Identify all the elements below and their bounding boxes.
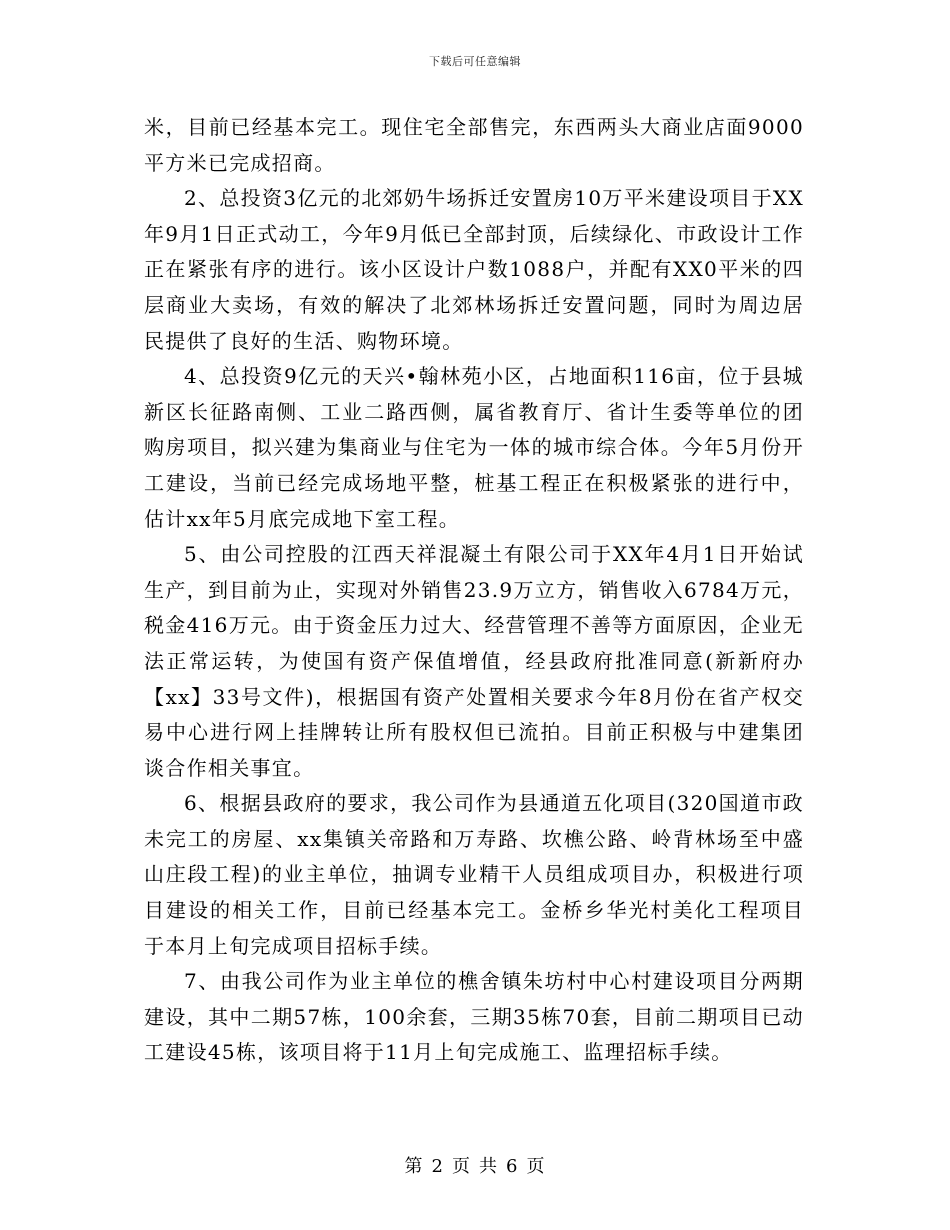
document-body	[144, 110, 804, 1071]
footer-total-label: 共	[479, 1156, 498, 1177]
paragraph-0: 米，目前已经基本完工。现住宅全部售完，东西两头大商业店面9000平方米已完成招商。	[144, 115, 804, 175]
footer-total-pages: 6	[506, 1156, 519, 1177]
paragraph-4: 6、根据县政府的要求，我公司作为县通道五化项目(320国道市政未完工的房屋、xx集镇关帝路和万寿路、坎樵公路、岭背林场至中盛山庄段工程)的业主单位，抽调专业精干人员组成项目办，积极进行项目建设的相关工作，目前已经基本完工。金桥乡华光村美化工程项目于本月上旬完成项目招标手续。	[144, 791, 804, 958]
footer-current-page: 2	[431, 1156, 444, 1177]
paragraph-3: 5、由公司控股的江西天祥混凝土有限公司于XX年4月1日开始试生产，到目前为止，实现对外销售23.9万立方，销售收入6784万元，税金416万元。由于资金压力过大、经营管理不善等方面原因，企业无法正常运转，为使国有资产保值增值，经县政府批准同意(新新府办【xx】33号文件)，根据国有资产处置相关要求今年8月份在省产权交易中心进行网上挂牌转让所有股权但已流拍。目前正积极与中建集团谈合作相关事宜。	[144, 542, 804, 780]
page-footer	[0, 1152, 950, 1178]
paragraph-2: 4、总投资9亿元的天兴•翰林苑小区，占地面积116亩，位于县城新区长征路南侧、工业二路西侧，属省教育厅、省计生委等单位的团购房项目，拟兴建为集商业与住宅为一体的城市综合体。今年5月份开工建设，当前已经完成场地平整，桩基工程正在积极紧张的进行中，估计xx年5月底完成地下室工程。	[144, 364, 804, 531]
footer-page-unit: 页	[452, 1156, 471, 1177]
paragraph-5: 7、由我公司作为业主单位的樵舍镇朱坊村中心村建设项目分两期建设，其中二期57栋，100余套，三期35栋70套，目前二期项目已动工建设45栋，该项目将于11月上旬完成施工、监理招标手续。	[144, 969, 804, 1065]
page-header: 下载后可任意编辑	[429, 55, 521, 68]
paragraph-1: 2、总投资3亿元的北郊奶牛场拆迁安置房10万平米建设项目于XX年9月1日正式动工，今年9月低已全部封顶，后续绿化、市政设计工作正在紧张有序的进行。该小区设计户数1088户，并配有XX0平米的四层商业大卖场，有效的解决了北郊林场拆迁安置问题，同时为周边居民提供了良好的生活、购物环境。	[144, 186, 804, 353]
footer-total-unit: 页	[526, 1156, 546, 1177]
footer-page-label: 第	[404, 1156, 424, 1177]
